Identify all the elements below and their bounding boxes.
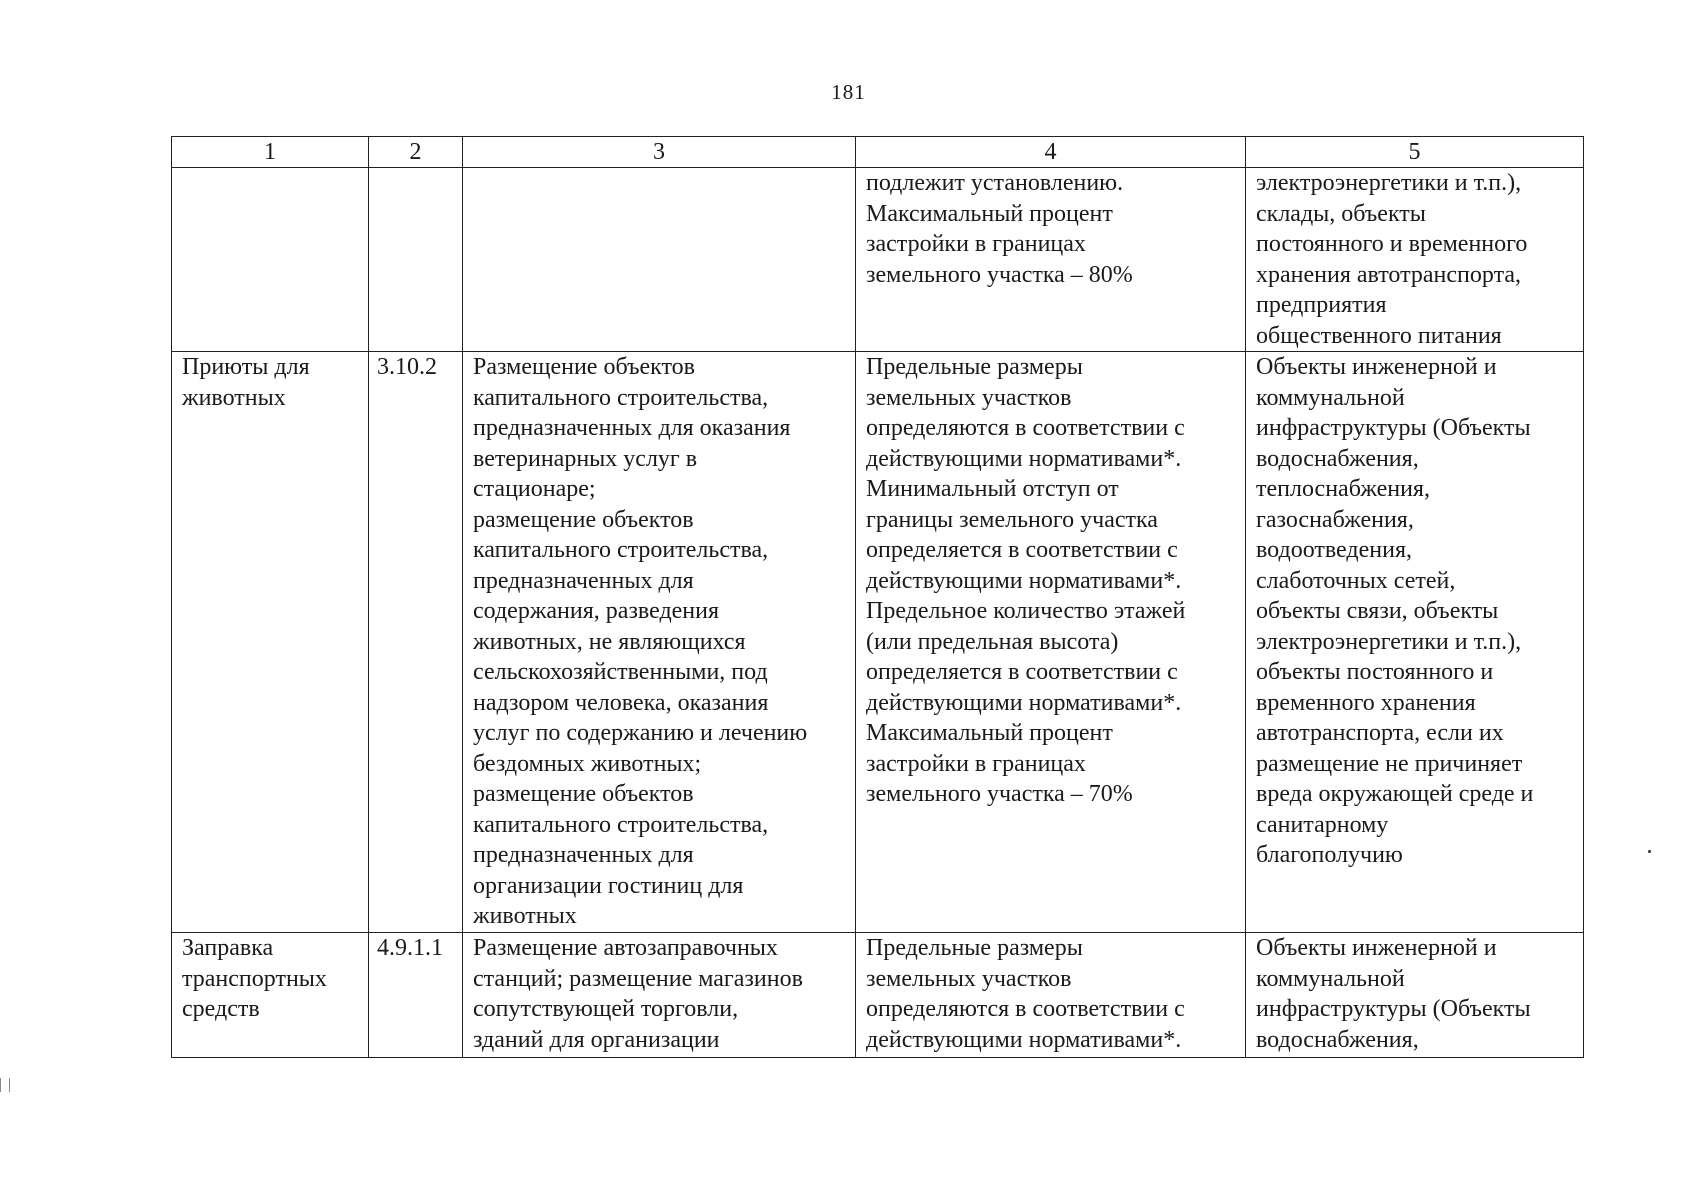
- cell-text-line: определяются в соответствии с: [866, 415, 1185, 441]
- use-type-name-cell: [172, 933, 369, 1058]
- cell-text-line: организации гостиниц для: [473, 872, 744, 899]
- cell-text-line: коммунальной: [1256, 384, 1405, 411]
- cell-text-line: автотранспорта, если их: [1256, 720, 1504, 746]
- header-col-4: 4: [856, 137, 1246, 168]
- auxiliary-uses-cell: [1246, 933, 1584, 1058]
- cell-text-line: Объекты инженерной и: [1256, 354, 1497, 380]
- cell-text-line: общественного питания: [1256, 322, 1502, 349]
- cell-text-line: определяется в соответствии с: [866, 659, 1178, 685]
- cell-text-line: Заправка: [182, 935, 274, 961]
- cell-text-line: сельскохозяйственными, под: [473, 659, 768, 685]
- cell-text-line: действующими нормативами*.: [866, 689, 1182, 716]
- use-code-cell: 3.10.2: [369, 352, 463, 933]
- cell-text-line: газоснабжения,: [1256, 506, 1414, 533]
- use-code-cell: [369, 168, 463, 352]
- cell-text-line: содержания, разведения: [473, 598, 720, 624]
- cell-text-line: благополучию: [1256, 842, 1403, 868]
- cell-text-line: хранения автотранспорта,: [1256, 261, 1522, 288]
- cell-text-line: размещение не причиняет: [1256, 750, 1523, 777]
- cell-text-line: определяется в соответствии с: [866, 537, 1178, 563]
- cell-text-line: Максимальный процент: [866, 720, 1113, 746]
- cell-text-line: водоснабжения,: [1256, 1026, 1419, 1053]
- parameters-cell: [856, 168, 1246, 352]
- cell-text-line: Размещение автозаправочных: [473, 935, 778, 961]
- cell-text-line: размещение объектов: [473, 781, 694, 807]
- parameters-cell: [856, 933, 1246, 1058]
- cell-text-line: животных: [182, 384, 286, 411]
- cell-text-line: капитального строительства,: [473, 811, 769, 838]
- header-col-3: 3: [463, 137, 856, 168]
- use-description-cell: [463, 352, 856, 933]
- cell-text-line: инфраструктуры (Объекты: [1256, 415, 1531, 441]
- cell-text-line: застройки в границах: [866, 750, 1086, 777]
- cell-text-line: средств: [182, 996, 260, 1022]
- cell-text-line: объекты постоянного и: [1256, 659, 1494, 685]
- cell-text-line: электроэнергетики и т.п.),: [1256, 628, 1522, 655]
- cell-text-line: Максимальный процент: [866, 200, 1113, 227]
- cell-text-line: теплоснабжения,: [1256, 476, 1430, 502]
- cell-text-line: Размещение объектов: [473, 354, 695, 380]
- table-row: [172, 168, 1584, 352]
- cell-text-line: земельных участков: [866, 965, 1072, 992]
- auxiliary-uses-cell: [1246, 168, 1584, 352]
- cell-text-line: временного хранения: [1256, 689, 1476, 716]
- cell-text-line: подлежит установлению.: [866, 170, 1124, 196]
- cell-text-line: земельных участков: [866, 384, 1072, 411]
- cell-text-line: бездомных животных;: [473, 750, 702, 777]
- cell-text-line: предприятия: [1256, 292, 1387, 318]
- cell-text-line: зданий для организации: [473, 1026, 720, 1053]
- table-row: [172, 933, 1584, 1058]
- use-type-name-cell: [172, 352, 369, 933]
- use-description-cell: [463, 933, 856, 1058]
- cell-text-line: стационаре;: [473, 476, 596, 502]
- header-col-1: 1: [172, 137, 369, 168]
- cell-text-line: Предельные размеры: [866, 354, 1083, 380]
- cell-text-line: действующими нормативами*.: [866, 445, 1182, 472]
- cell-text-line: Объекты инженерной и: [1256, 935, 1497, 961]
- header-col-5: 5: [1246, 137, 1584, 168]
- cell-text-line: надзором человека, оказания: [473, 689, 769, 716]
- land-use-table: [171, 136, 1584, 1058]
- scan-speck: [1648, 850, 1651, 853]
- cell-text-line: склады, объекты: [1256, 200, 1426, 227]
- cell-text-line: Приюты для: [182, 354, 310, 380]
- header-col-2: 2: [369, 137, 463, 168]
- cell-text-line: застройки в границах: [866, 231, 1086, 257]
- cell-text-line: станций; размещение магазинов: [473, 965, 803, 992]
- cell-text-line: (или предельная высота): [866, 628, 1119, 655]
- cell-text-line: Минимальный отступ от: [866, 476, 1119, 502]
- table-row: [172, 352, 1584, 933]
- cell-text-line: земельного участка – 70%: [866, 781, 1133, 807]
- cell-text-line: слаботочных сетей,: [1256, 567, 1456, 594]
- cell-text-line: Предельные размеры: [866, 935, 1083, 961]
- cell-text-line: водоснабжения,: [1256, 445, 1419, 472]
- use-type-name-cell: [172, 168, 369, 352]
- auxiliary-uses-cell: [1246, 352, 1584, 933]
- cell-text-line: капитального строительства,: [473, 384, 769, 411]
- use-description-cell: [463, 168, 856, 352]
- cell-text-line: животных, не являющихся: [473, 628, 746, 655]
- cell-text-line: электроэнергетики и т.п.),: [1256, 170, 1522, 196]
- cell-text-line: действующими нормативами*.: [866, 567, 1182, 594]
- cell-text-line: ветеринарных услуг в: [473, 445, 698, 472]
- cell-text-line: услуг по содержанию и лечению: [473, 720, 808, 746]
- cell-text-line: предназначенных для оказания: [473, 415, 791, 441]
- cell-text-line: водоотведения,: [1256, 537, 1412, 563]
- table-header-row: [172, 137, 1584, 168]
- cell-text-line: определяются в соответствии с: [866, 996, 1185, 1022]
- cell-text-line: Предельное количество этажей: [866, 598, 1186, 624]
- cell-text-line: вреда окружающей среде и: [1256, 781, 1534, 807]
- cell-text-line: предназначенных для: [473, 567, 694, 594]
- cell-text-line: объекты связи, объекты: [1256, 598, 1499, 624]
- cell-text-line: капитального строительства,: [473, 537, 769, 563]
- scan-edge-mark: [0, 1078, 10, 1092]
- cell-text-line: земельного участка – 80%: [866, 261, 1133, 288]
- cell-text-line: животных: [473, 903, 577, 929]
- cell-text-line: инфраструктуры (Объекты: [1256, 996, 1531, 1022]
- cell-text-line: сопутствующей торговли,: [473, 996, 739, 1022]
- cell-text-line: постоянного и временного: [1256, 231, 1528, 257]
- cell-text-line: санитарному: [1256, 811, 1389, 838]
- cell-text-line: коммунальной: [1256, 965, 1405, 992]
- cell-text-line: размещение объектов: [473, 506, 694, 533]
- cell-text-line: границы земельного участка: [866, 506, 1158, 533]
- parameters-cell: [856, 352, 1246, 933]
- cell-text-line: транспортных: [182, 965, 327, 992]
- cell-text-line: действующими нормативами*.: [866, 1026, 1182, 1053]
- cell-text-line: предназначенных для: [473, 842, 694, 868]
- page-number: 181: [831, 80, 866, 104]
- use-code-cell: 4.9.1.1: [369, 933, 463, 1058]
